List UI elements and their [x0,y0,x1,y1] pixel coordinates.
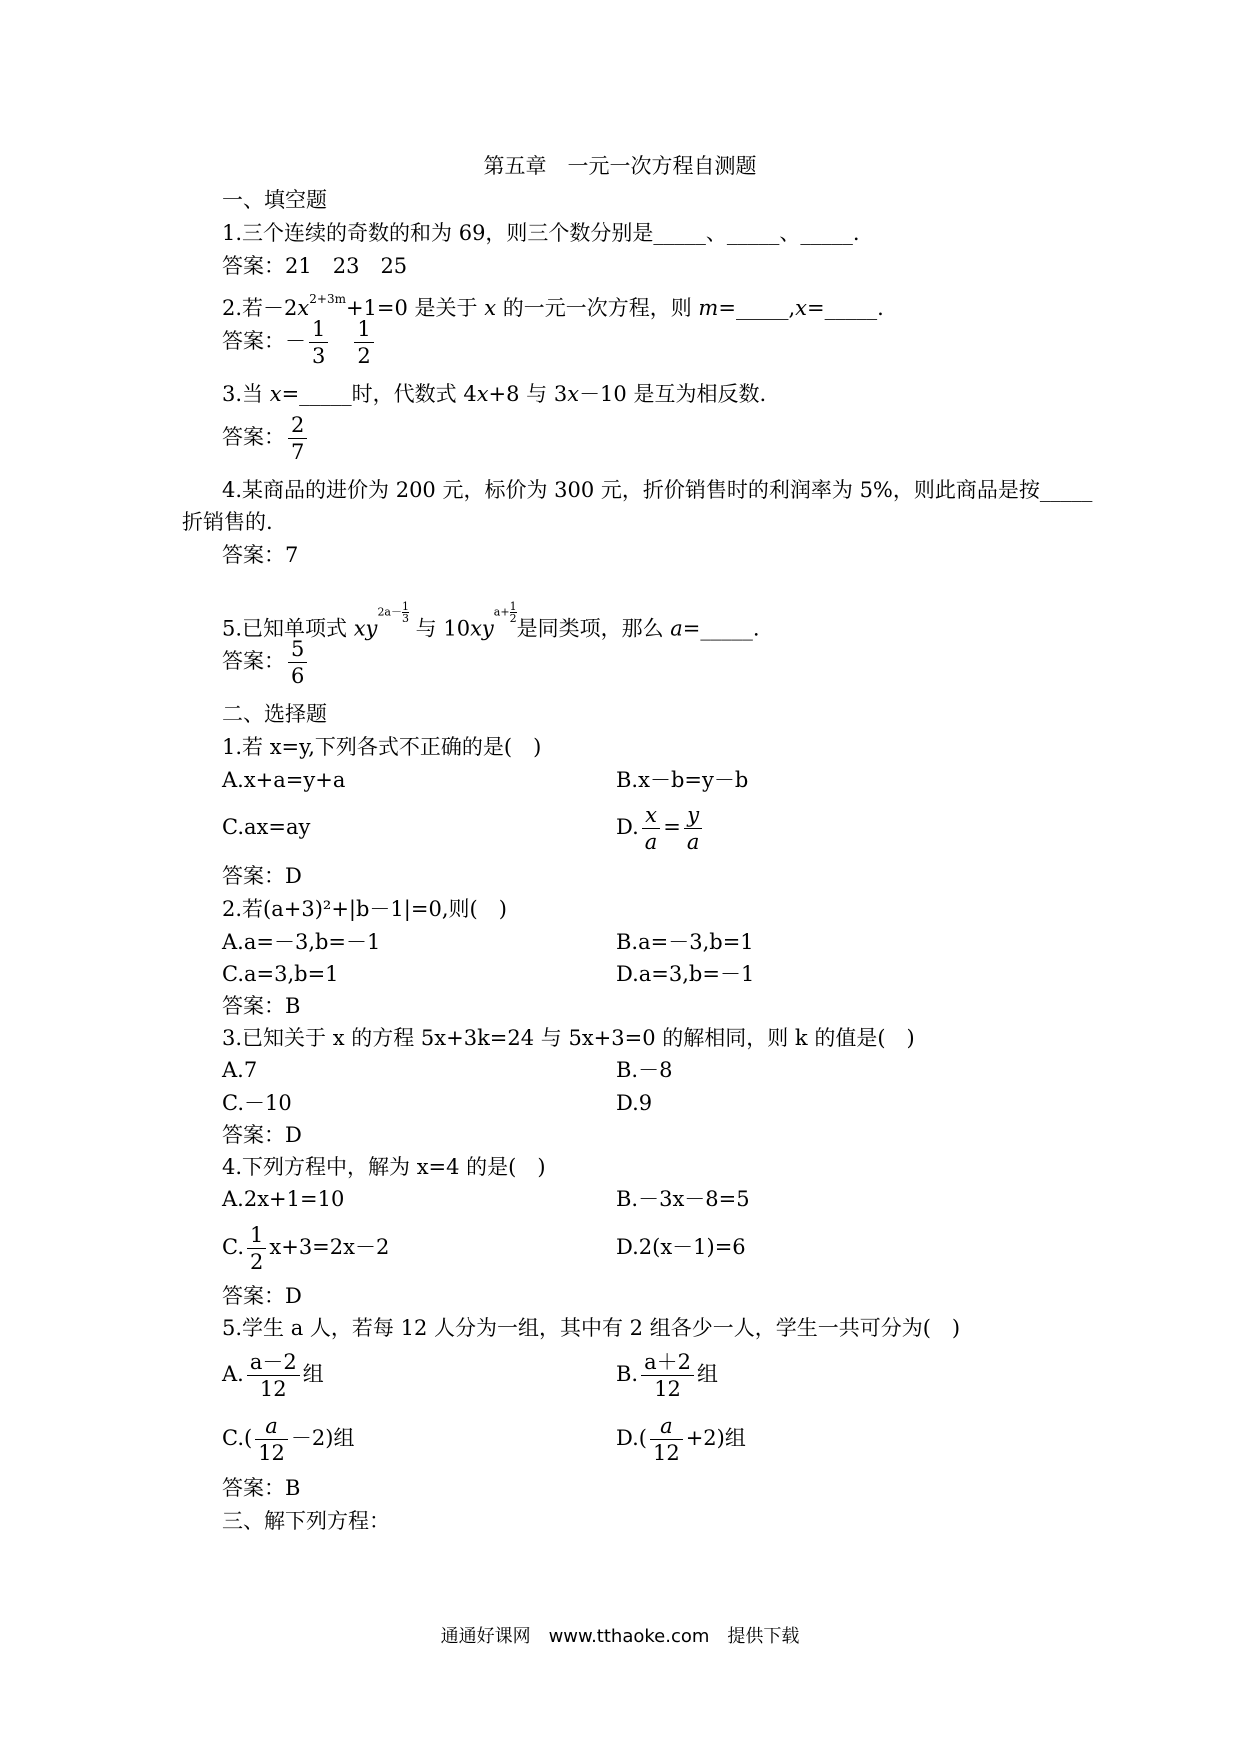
text: x+3=2x－2 [269,1235,390,1259]
exponent-fraction [402,601,409,624]
fraction [255,1413,288,1466]
denominator: 2 [250,1250,264,1274]
choice-5-option-b [616,1349,718,1402]
fraction [288,412,307,465]
exponent: 2+3m [309,292,346,306]
section-heading-fill: 一、填空题 [222,188,327,212]
choice-2-option-d: D.a=3,b=－1 [616,962,755,986]
choice-3-option-c: C.－10 [222,1091,292,1115]
choice-1-option-d [616,802,705,855]
choice-answer-3: 答案：D [222,1123,302,1147]
numerator: 1 [509,600,517,613]
var: x [567,382,580,406]
numerator: 1 [247,1222,266,1249]
fraction [247,1222,266,1275]
var: xy [353,616,378,641]
denominator: 3 [312,344,326,368]
choice-3-option-b: B.－8 [616,1058,673,1082]
fill-question-5 [222,601,760,641]
denominator: 7 [291,440,305,464]
answer-label: 答案： [222,425,285,449]
choice-4-option-a: A.2x+1=10 [222,1187,345,1211]
equals: = [663,815,681,839]
text: +1=0 是关于 [345,296,485,320]
choice-1-option-b: B.x－b=y－b [616,768,749,792]
fraction [247,1349,300,1402]
fraction [650,1413,683,1466]
exponent [494,601,517,624]
fill-answer-3 [222,412,310,465]
fraction [641,1349,694,1402]
choice-3-option-d: D.9 [616,1091,653,1115]
page-title: 第五章 一元一次方程自测题 [483,154,757,178]
text: +8 与 3 [488,382,568,406]
numerator: a [255,1413,288,1440]
var: x [476,382,489,406]
choice-2-option-a: A.a=－3,b=－1 [222,930,381,954]
fill-answer-2 [222,316,377,369]
text: +2)组 [685,1426,746,1450]
option-label: D. [616,815,639,839]
unit: 组 [697,1362,718,1386]
option-label: C.( [222,1426,253,1450]
numerator: 2 [288,412,307,439]
option-label: A. [222,1362,244,1386]
choice-5-option-a [222,1349,324,1402]
choice-question-2: 2.若(a+3)²+|b－1|=0,则( ) [222,897,507,921]
exponent-text: 2a－ [377,605,402,619]
fill-answer-4: 答案：7 [222,543,299,567]
text: 与 10 [409,616,471,641]
text: 2.若－2 [222,296,298,320]
option-label: D.( [616,1426,647,1450]
denominator: 2 [509,612,517,625]
choice-3-option-a: A.7 [222,1058,258,1082]
section-heading-solve: 三、解下列方程： [222,1509,390,1533]
choice-4-option-d: D.2(x－1)=6 [616,1235,746,1259]
numerator: 5 [288,636,307,663]
numerator: y [684,802,703,829]
choice-answer-2: 答案：B [222,994,301,1018]
text: =_____, [718,296,796,320]
var: x [297,296,310,320]
text: 3.当 [222,382,270,406]
text: =_____. [806,296,884,320]
choice-5-option-d [616,1413,746,1466]
numerator: x [642,802,661,829]
denominator: a [644,830,658,854]
numerator: a－2 [247,1349,300,1376]
section-heading-choice: 二、选择题 [222,702,327,726]
choice-1-option-a: A.x+a=y+a [222,768,346,792]
fill-question-4-line1: 4.某商品的进价为 200 元，标价为 300 元，折价销售时的利润率为 5%，则此商品是按_____ [222,478,1093,502]
text: =_____时，代数式 4 [281,382,477,406]
fraction [642,802,661,855]
option-label: C. [222,1235,244,1259]
denominator: a [686,830,700,854]
fill-question-1: 1.三个连续的奇数的和为 69，则三个数分别是_____、_____、_____. [222,221,860,245]
exponent-text: a+ [493,605,510,619]
exponent [377,601,409,624]
choice-answer-4: 答案：D [222,1284,302,1308]
choice-1-option-c: C.ax=ay [222,815,311,839]
text: －2)组 [290,1426,355,1450]
denominator: 6 [291,664,305,688]
page-footer: 通通好课网 www.tthaoke.com 提供下载 [440,1626,800,1647]
choice-4-option-b: B.－3x－8=5 [616,1187,750,1211]
fraction [684,802,703,855]
fraction [288,636,307,689]
fraction [354,316,373,369]
fill-question-4-line2: 折销售的. [182,510,273,534]
choice-question-4: 4.下列方程中，解为 x=4 的是( ) [222,1155,546,1179]
var: x [269,382,282,406]
choice-question-1: 1.若 x=y,下列各式不正确的是( ) [222,735,542,759]
choice-answer-5: 答案：B [222,1476,301,1500]
numerator: 1 [309,316,328,343]
denominator: 2 [357,344,371,368]
var: xy [470,616,494,641]
option-label: B. [616,1362,639,1386]
unit: 组 [302,1362,324,1386]
denominator: 3 [402,612,409,625]
text: 是同类项，那么 [516,616,671,641]
answer-label: 答案：－ [222,329,306,353]
answer-label: 答案： [222,649,285,673]
choice-question-5: 5.学生 a 人，若每 12 人分为一组，其中有 2 组各少一人，学生一共可分为( ) [222,1316,961,1340]
numerator: 1 [402,600,409,613]
var: x [795,296,807,320]
choice-5-option-c [222,1413,354,1466]
var: x [484,296,497,320]
text: 5.已知单项式 [222,616,354,641]
fill-question-3 [222,382,766,406]
denominator: 12 [652,1441,680,1465]
denominator: 12 [654,1377,681,1401]
var: m [698,296,719,320]
fraction [309,316,328,369]
var: a [670,616,683,641]
choice-question-3: 3.已知关于 x 的方程 5x+3k=24 与 5x+3=0 的解相同，则 k 的值是( ) [222,1026,915,1050]
numerator: a＋2 [641,1349,694,1376]
denominator: 12 [258,1441,285,1465]
numerator: a [650,1413,683,1440]
text: =_____. [682,616,760,641]
choice-4-option-c [222,1222,389,1275]
text: －10 是互为相反数. [579,382,767,406]
fill-answer-1: 答案：21 23 25 [222,254,408,278]
exponent-fraction [510,601,517,624]
choice-2-option-b: B.a=－3,b=1 [616,930,754,954]
fill-answer-5 [222,636,310,689]
choice-answer-1: 答案：D [222,864,302,888]
text: 的一元一次方程，则 [496,296,699,320]
denominator: 12 [259,1377,287,1401]
choice-2-option-c: C.a=3,b=1 [222,962,339,986]
numerator: 1 [354,316,373,343]
